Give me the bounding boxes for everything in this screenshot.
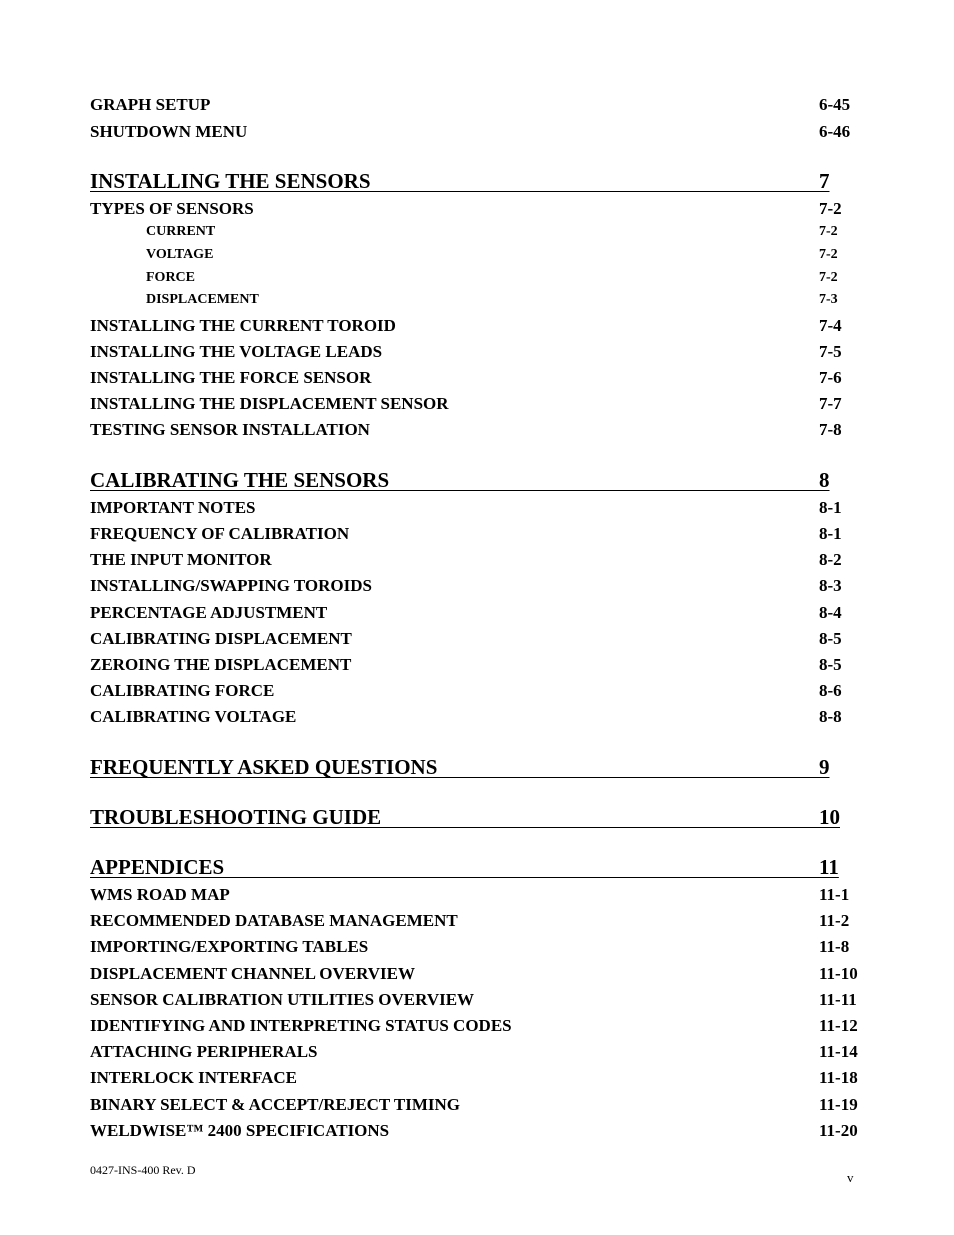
chapter-heading [90,754,864,780]
toc-entry-title: ZEROING THE DISPLACEMENT [90,655,352,674]
toc-entry-title: SENSOR CALIBRATION UTILITIES OVERVIEW [90,990,475,1009]
toc-entry-title: INSTALLING THE DISPLACEMENT SENSOR [90,394,449,413]
toc-entry-title: IDENTIFYING AND INTERPRETING STATUS CODES [90,1016,512,1035]
toc-entry [90,707,864,727]
toc-subentry-page: 7-2 [819,247,838,262]
toc-entry-page: 7-2 [819,199,842,218]
toc-entry [90,95,864,115]
toc-entry [90,1068,864,1088]
document-id: 0427-INS-400 Rev. D [90,1163,196,1177]
toc-entry-title: INSTALLING/SWAPPING TOROIDS [90,576,372,595]
toc-entry [90,550,864,570]
chapter-title: APPENDICES [90,855,225,879]
toc-entry-title: CALIBRATING VOLTAGE [90,707,297,726]
toc-entry-page: 7-8 [819,420,842,439]
toc-entry-title: IMPORTANT NOTES [90,498,256,517]
toc-entry-title: INSTALLING THE VOLTAGE LEADS [90,342,383,361]
toc-entry-title: WELDWISE™ 2400 SPECIFICATIONS [90,1121,390,1140]
toc-entry [90,964,864,984]
chapter-page: 7 [819,169,830,193]
toc-entry-title: RECOMMENDED DATABASE MANAGEMENT [90,911,458,930]
toc-entry-page: 7-7 [819,394,842,413]
toc-entry-title: ATTACHING PERIPHERALS [90,1042,318,1061]
chapter-heading [90,804,864,830]
toc-subentry [146,269,864,287]
toc-subentry-page: 7-3 [819,292,838,307]
toc-entry [90,342,864,362]
toc-subentry-title: FORCE [146,270,195,285]
toc-entry-page: 8-1 [819,498,842,517]
toc-entry-page: 8-1 [819,524,842,543]
toc-entry-page: 11-18 [819,1068,858,1087]
toc-subentry [146,223,864,241]
chapter-title: TROUBLESHOOTING GUIDE [90,805,382,829]
toc-entry [90,199,864,219]
toc-entry-page: 11-10 [819,964,858,983]
toc-entry-page: 11-19 [819,1095,858,1114]
toc-entry [90,681,864,701]
toc-entry [90,655,864,675]
toc-entry [90,524,864,544]
toc-subentry-title: VOLTAGE [146,247,214,262]
toc-entry-page: 11-8 [819,937,850,956]
toc-entry-title: DISPLACEMENT CHANNEL OVERVIEW [90,964,415,983]
chapter-page: 8 [819,468,830,492]
toc-entry-title: FREQUENCY OF CALIBRATION [90,524,350,543]
toc-entry-page: 8-2 [819,550,842,569]
chapter-heading [90,854,864,880]
toc-entry-page: 11-2 [819,911,850,930]
chapter-page: 9 [819,755,830,779]
page-number: v [847,1170,854,1185]
toc-entry [90,122,864,142]
toc-entry-title: CALIBRATING DISPLACEMENT [90,629,352,648]
toc-entry-page: 7-6 [819,368,842,387]
toc-entry [90,498,864,518]
toc-entry-page: 11-20 [819,1121,858,1140]
toc-entry [90,368,864,388]
toc-entry-title: BINARY SELECT & ACCEPT/REJECT TIMING [90,1095,461,1114]
toc-entry-title: IMPORTING/EXPORTING TABLES [90,937,369,956]
toc-entry-title: WMS ROAD MAP [90,885,230,904]
toc-entry [90,1121,864,1141]
toc-entry [90,1042,864,1062]
toc-entry [90,1095,864,1115]
toc-entry [90,990,864,1010]
toc-entry-page: 8-5 [819,655,842,674]
toc-entry-title: INSTALLING THE CURRENT TOROID [90,316,396,335]
toc-entry-page: 7-4 [819,316,842,335]
toc-entry [90,1016,864,1036]
chapter-heading [90,467,864,493]
toc-entry-title: INSTALLING THE FORCE SENSOR [90,368,372,387]
toc-entry [90,911,864,931]
toc-entry-page: 8-5 [819,629,842,648]
toc-entry-title: THE INPUT MONITOR [90,550,272,569]
toc-entry-title: SHUTDOWN MENU [90,122,248,141]
toc-entry-page: 6-46 [819,122,851,141]
toc-entry-page: 8-6 [819,681,842,700]
toc-entry-page: 11-12 [819,1016,858,1035]
toc-entry-title: TESTING SENSOR INSTALLATION [90,420,370,439]
toc-entry-title: TYPES OF SENSORS [90,199,254,218]
toc-entry-page: 11-14 [819,1042,858,1061]
chapter-page: 11 [819,855,839,879]
toc-entry-page: 6-45 [819,95,851,114]
chapter-heading [90,168,864,194]
toc-entry-page: 8-4 [819,603,842,622]
toc-entry [90,576,864,596]
toc-entry-title: INTERLOCK INTERFACE [90,1068,298,1087]
toc-entry-title: GRAPH SETUP [90,95,211,114]
toc-entry-title: PERCENTAGE ADJUSTMENT [90,603,328,622]
toc-entry-page: 11-11 [819,990,857,1009]
toc-entry [90,885,864,905]
toc-entry-title: CALIBRATING FORCE [90,681,275,700]
toc-subentry-title: CURRENT [146,224,216,239]
toc-entry [90,629,864,649]
toc-entry [90,316,864,336]
toc-entry [90,394,864,414]
toc-subentry [146,291,864,309]
toc-entry [90,420,864,440]
toc-entry [90,603,864,623]
toc-entry-page: 7-5 [819,342,842,361]
toc-entry-page: 8-8 [819,707,842,726]
toc-entry-page: 8-3 [819,576,842,595]
toc-subentry-page: 7-2 [819,224,838,239]
toc-subentry-page: 7-2 [819,270,838,285]
chapter-title: CALIBRATING THE SENSORS [90,468,390,492]
chapter-title: FREQUENTLY ASKED QUESTIONS [90,755,438,779]
toc-subentry-title: DISPLACEMENT [146,292,259,307]
chapter-page: 10 [819,805,840,829]
toc-entry [90,937,864,957]
toc-subentry [146,246,864,264]
chapter-title: INSTALLING THE SENSORS [90,169,371,193]
toc-entry-page: 11-1 [819,885,850,904]
